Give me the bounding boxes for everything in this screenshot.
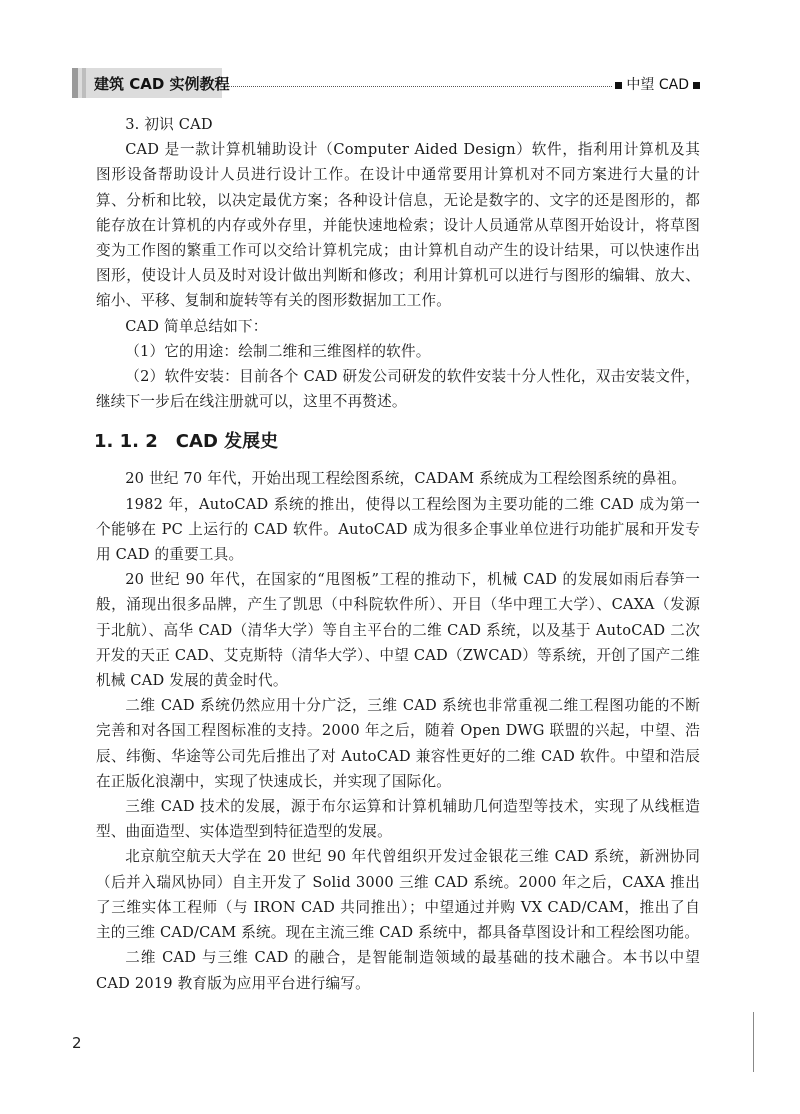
section-heading: [94, 428, 700, 456]
body-paragraph: 二维 CAD 系统仍然应用十分广泛，三维 CAD 系统也非常重视二维工程图功能的不断完善和对各国工程图标准的支持。2000 年之后，随着 Open DWG 联盟的兴起，中望、浩辰、纬衡、华途等公司先后推出了对 AutoCAD 兼容性更好的二维 CAD 软件。中望和浩辰在正版化浪潮中，实现了快速成长，并实现了国际化。: [96, 697, 700, 790]
body-paragraph: 二维 CAD 与三维 CAD 的融合，是智能制造领域的最基础的技术融合。本书以中望 CAD 2019 教育版为应用平台进行编写。: [96, 949, 700, 992]
square-bullet-icon: [615, 82, 622, 89]
intro-subheading: 3. 初识 CAD: [125, 116, 213, 133]
header-tab: [72, 68, 230, 98]
summary-lead: CAD 简单总结如下：: [125, 317, 268, 335]
header-dotted-rule: [228, 86, 612, 87]
square-bullet-icon: [693, 82, 700, 89]
body-paragraph: 1982 年，AutoCAD 系统的推出，使得以工程绘图为主要功能的二维 CAD 成为第一个能够在 PC 上运行的 CAD 软件。AutoCAD 成为很多企事业单位进行功能扩展和开发专用 CAD 的重要工具。: [96, 495, 700, 564]
list-item: （1）它的用途：绘制二维和三维图样的软件。: [125, 342, 431, 360]
header-brand: [611, 74, 704, 94]
running-header: [72, 68, 704, 98]
intro-paragraph: CAD 是一款计算机辅助设计（Computer Aided Design）软件，指利用计算机及其图形设备帮助设计人员进行设计工作。在设计中通常要用计算机对不同方案进行大量的计算、分析和比较，以决定最优方案；各种设计信息，无论是数字的、文字的还是图形的，都能存放在计算机的内存或外存里，并能快速地检索；设计人员通常从草图开始设计，将草图变为工作图的繁重工作可以交给计算机完成；由计算机自动产生的设计结果，可以快速作出图形，使设计人员及时对设计做出判断和修改；利用计算机可以进行与图形的编辑、放大、缩小、平移、复制和旋转等有关的图形数据加工工作。: [96, 141, 700, 310]
body-paragraph: 20 世纪 70 年代，开始出现工程绘图系统，CADAM 系统成为工程绘图系统的鼻祖。: [125, 470, 687, 488]
section-number: 1. 1. 2: [94, 431, 158, 453]
margin-rule: [753, 1012, 754, 1072]
list-item: （2）软件安装：目前各个 CAD 研发公司研发的软件安装十分人性化，双击安装文件，继续下一步后在线注册就可以，这里不再赘述。: [96, 368, 700, 411]
book-title: 建筑 CAD 实例教程: [94, 75, 230, 93]
brand-label: 中望 CAD: [626, 77, 689, 93]
page-number: 2: [72, 1034, 82, 1052]
section-title: CAD 发展史: [175, 431, 279, 453]
page-body: [96, 112, 700, 996]
body-paragraph: 三维 CAD 技术的发展，源于布尔运算和计算机辅助几何造型等技术，实现了从线框造型、曲面造型、实体造型到特征造型的发展。: [96, 798, 700, 841]
body-paragraph: 北京航空航天大学在 20 世纪 90 年代曾组织开发过金银花三维 CAD 系统，新洲协同（后并入瑞风协同）自主开发了 Solid 3000 三维 CAD 系统。2000 年之后，CAXA 推出了三维实体工程师（与 IRON CAD 共同推出）；中望通过并购 VX CAD/CAM，推出了自主的三维 CAD/CAM 系统。现在主流三维 CAD 系统中，都具备草图设计和工程绘图功能。: [96, 848, 700, 942]
header-accent-bar: [82, 68, 86, 98]
body-paragraph: 20 世纪 90 年代，在国家的“甩图板”工程的推动下，机械 CAD 的发展如雨后春笋一般，涌现出很多品牌，产生了凯思（中科院软件所）、开目（华中理工大学）、CAXA（发源于北航）、高华 CAD（清华大学）等自主平台的二维 CAD 系统，以及基于 AutoCAD 二次开发的天正 CAD、艾克斯特（清华大学）、中望 CAD（ZWCAD）等系统，开创了国产二维机械 CAD 发展的黄金时代。: [96, 571, 700, 690]
